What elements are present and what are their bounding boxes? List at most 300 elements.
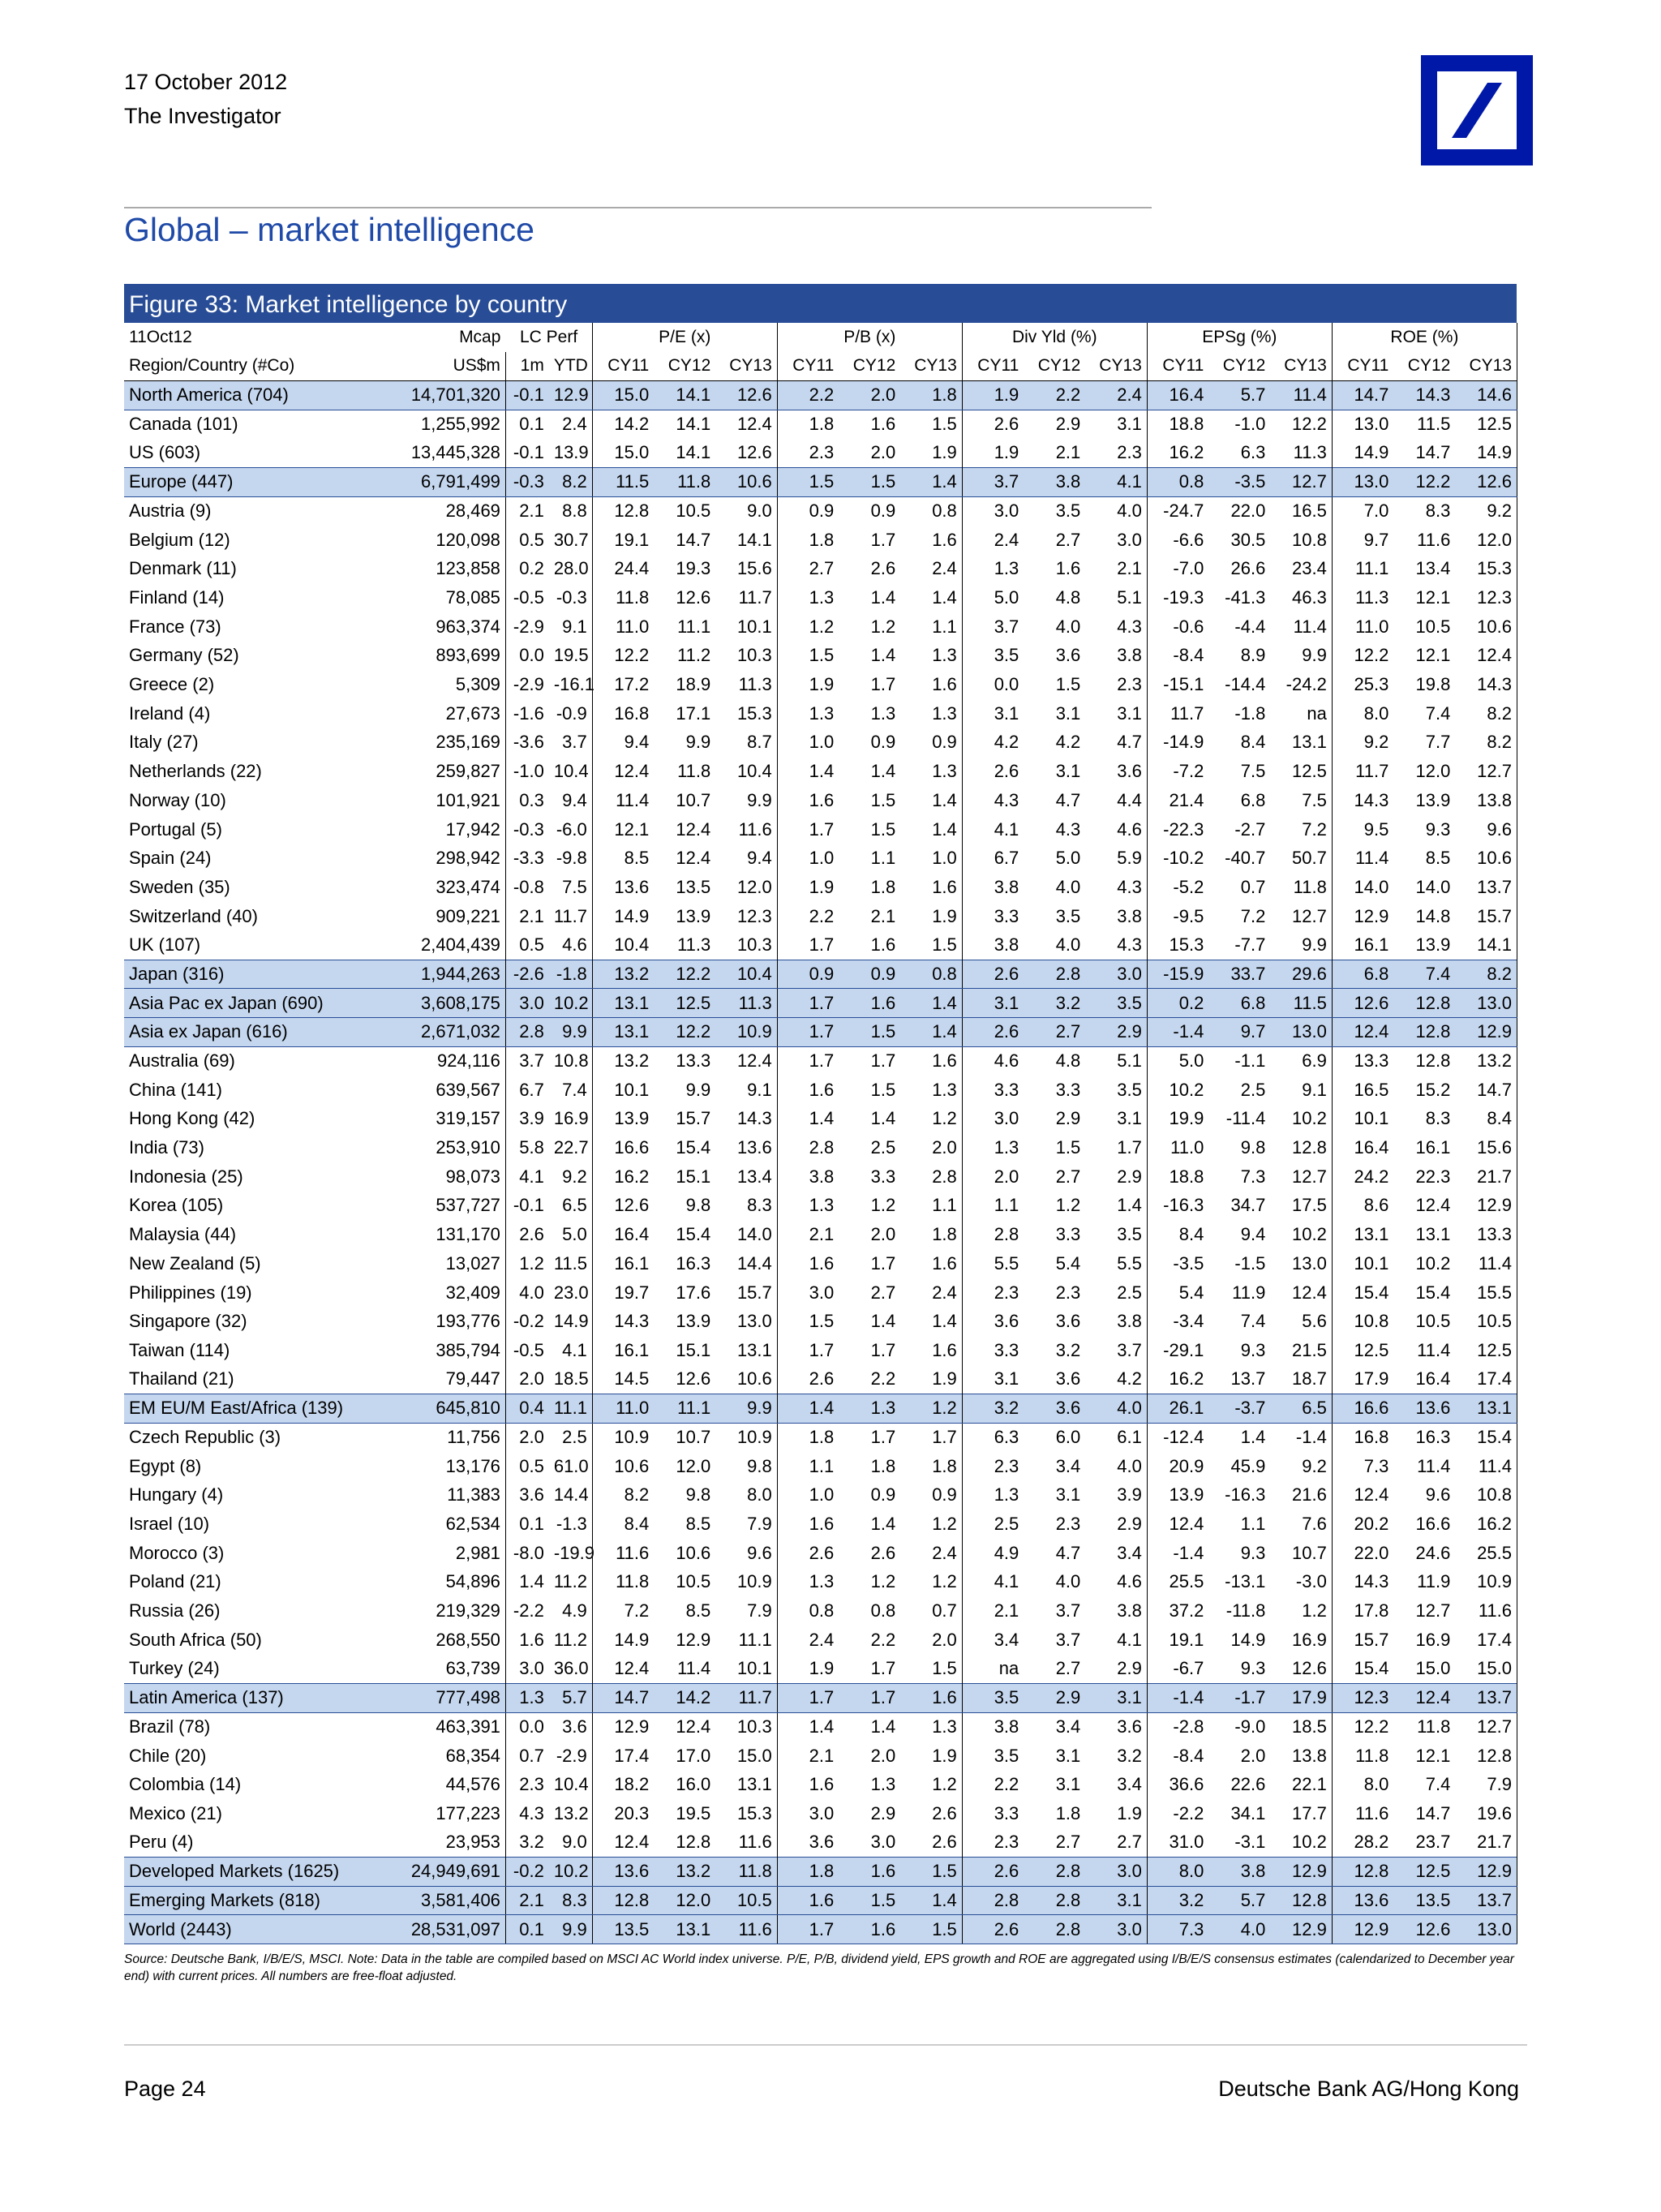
value-cell: 20.2 — [1332, 1510, 1393, 1539]
value-cell: 4.1 — [962, 1568, 1024, 1597]
value-cell: 14.3 — [1332, 1568, 1393, 1597]
value-cell: 2.6 — [962, 960, 1024, 989]
value-cell: -24.7 — [1147, 496, 1208, 526]
value-cell: 14.9 — [1455, 439, 1517, 468]
value-cell: 1.7 — [777, 989, 839, 1018]
value-cell: 3.8 — [1208, 1857, 1270, 1886]
value-cell: 639,567 — [401, 1076, 505, 1105]
value-cell: 4.6 — [549, 930, 592, 960]
value-cell: 1.7 — [777, 1046, 839, 1076]
value-cell: 1.6 — [777, 1510, 839, 1539]
value-cell: 3.6 — [1085, 1712, 1147, 1742]
value-cell: 7.2 — [1270, 815, 1332, 844]
value-cell: 3.1 — [1024, 1742, 1085, 1771]
aggregate-row — [124, 960, 1517, 989]
value-cell: 1.6 — [900, 670, 962, 699]
value-cell: 14.9 — [592, 1626, 654, 1655]
value-cell: 1.7 — [839, 1046, 900, 1076]
value-cell: 12.7 — [1270, 902, 1332, 931]
value-cell: 1.4 — [900, 1307, 962, 1336]
value-cell: 8.5 — [654, 1596, 715, 1626]
table-group-header-row — [124, 323, 1517, 352]
value-cell: -19.9 — [549, 1539, 592, 1568]
value-cell: 10.2 — [1270, 1105, 1332, 1134]
value-cell: 1.4 — [900, 1018, 962, 1047]
value-cell: -29.1 — [1147, 1336, 1208, 1365]
value-cell: 0.4 — [505, 1394, 548, 1423]
value-cell: 14.7 — [1393, 439, 1455, 468]
value-cell: 13.1 — [1455, 1394, 1517, 1423]
value-cell: 10.5 — [654, 496, 715, 526]
value-cell: 3.0 — [505, 1655, 548, 1684]
value-cell: 10.6 — [1455, 844, 1517, 873]
report-date: 17 October 2012 — [124, 70, 288, 94]
region-name-cell: Finland (14) — [124, 583, 401, 612]
value-cell: 909,221 — [401, 902, 505, 931]
value-cell: 11.7 — [715, 1683, 777, 1712]
value-cell: 10.6 — [715, 467, 777, 496]
value-cell: 16.1 — [592, 1336, 654, 1365]
value-cell: 11.4 — [1455, 1452, 1517, 1481]
value-cell: 1.8 — [1024, 1799, 1085, 1828]
value-cell: 13.2 — [592, 1046, 654, 1076]
value-cell: 2.3 — [1024, 1510, 1085, 1539]
region-name-cell: Indonesia (25) — [124, 1162, 401, 1192]
value-cell: 14.1 — [654, 380, 715, 410]
value-cell: 8.8 — [549, 496, 592, 526]
value-cell: 1.2 — [505, 1249, 548, 1278]
value-cell: 1.3 — [777, 699, 839, 728]
value-cell: 12.8 — [592, 496, 654, 526]
value-cell: 15.4 — [1332, 1278, 1393, 1308]
value-cell: -1.4 — [1147, 1018, 1208, 1047]
value-cell: 4.0 — [1024, 873, 1085, 902]
value-cell: 30.7 — [549, 526, 592, 555]
value-cell: 3.3 — [962, 1799, 1024, 1828]
value-cell: 253,910 — [401, 1133, 505, 1162]
value-cell: 23.0 — [549, 1278, 592, 1308]
value-cell: 1.4 — [900, 815, 962, 844]
value-cell: 3.5 — [1085, 1076, 1147, 1105]
value-cell: 1.3 — [900, 757, 962, 786]
value-cell: 3.1 — [1024, 1481, 1085, 1510]
value-cell: 2.5 — [1208, 1076, 1270, 1105]
value-cell: 177,223 — [401, 1799, 505, 1828]
value-cell: 21.7 — [1455, 1828, 1517, 1858]
value-cell: 4.7 — [1085, 728, 1147, 758]
value-cell: 2.6 — [839, 555, 900, 584]
value-cell: 15.0 — [592, 439, 654, 468]
value-cell: 10.7 — [654, 786, 715, 815]
value-cell: 3.0 — [839, 1828, 900, 1858]
value-cell: 9.3 — [1208, 1336, 1270, 1365]
value-cell: 2.1 — [505, 902, 548, 931]
value-cell: 18.7 — [1270, 1365, 1332, 1394]
value-cell: 10.5 — [1455, 1307, 1517, 1336]
value-cell: 10.6 — [715, 1365, 777, 1394]
table-row — [124, 873, 1517, 902]
value-cell: 1.8 — [777, 1857, 839, 1886]
value-cell: 1.3 — [505, 1683, 548, 1712]
table-row — [124, 1712, 1517, 1742]
value-cell: 15.4 — [1393, 1278, 1455, 1308]
value-cell: 4.0 — [1085, 1452, 1147, 1481]
region-name-cell: Korea (105) — [124, 1192, 401, 1221]
value-cell: 3.6 — [777, 1828, 839, 1858]
value-cell: 1.4 — [900, 786, 962, 815]
value-cell: 10.9 — [715, 1018, 777, 1047]
value-cell: 13.8 — [1455, 786, 1517, 815]
value-cell: 34.7 — [1208, 1192, 1270, 1221]
table-row — [124, 583, 1517, 612]
value-cell: 16.3 — [1393, 1423, 1455, 1452]
value-cell: 8.4 — [1455, 1105, 1517, 1134]
value-cell: 10.8 — [1455, 1481, 1517, 1510]
value-cell: -9.0 — [1208, 1712, 1270, 1742]
value-cell: -14.4 — [1208, 670, 1270, 699]
value-cell: 19.5 — [549, 642, 592, 671]
value-cell: 18.2 — [592, 1770, 654, 1799]
value-cell: 3.2 — [1024, 1336, 1085, 1365]
value-cell: 14.2 — [654, 1683, 715, 1712]
value-cell: 6.8 — [1208, 989, 1270, 1018]
value-cell: 32,409 — [401, 1278, 505, 1308]
value-cell: 13.0 — [1455, 989, 1517, 1018]
region-name-cell: Asia ex Japan (616) — [124, 1018, 401, 1047]
value-cell: 3.4 — [1085, 1539, 1147, 1568]
value-cell: 1.9 — [962, 439, 1024, 468]
value-cell: 1.2 — [839, 612, 900, 642]
value-cell: 12.5 — [1455, 1336, 1517, 1365]
value-cell: 12.9 — [549, 380, 592, 410]
value-cell: 14.4 — [549, 1481, 592, 1510]
value-cell: 12.4 — [1147, 1510, 1208, 1539]
value-cell: -8.4 — [1147, 1742, 1208, 1771]
value-cell: 4.7 — [1024, 786, 1085, 815]
value-cell: 11.1 — [1332, 555, 1393, 584]
value-cell: 9.6 — [715, 1539, 777, 1568]
value-cell: -0.3 — [505, 815, 548, 844]
value-cell: 12.8 — [1393, 1018, 1455, 1047]
value-cell: 13.0 — [1455, 1915, 1517, 1944]
value-cell: 3.7 — [1024, 1596, 1085, 1626]
value-cell: 893,699 — [401, 642, 505, 671]
value-cell: 2.9 — [1024, 1683, 1085, 1712]
value-cell: 12.4 — [1455, 642, 1517, 671]
value-cell: 3.5 — [962, 1683, 1024, 1712]
value-cell: 13.5 — [654, 873, 715, 902]
value-cell: 10.6 — [592, 1452, 654, 1481]
value-cell: 2.8 — [1024, 1857, 1085, 1886]
value-cell: 14.2 — [592, 410, 654, 439]
value-cell: 9.9 — [1270, 930, 1332, 960]
value-cell: -15.9 — [1147, 960, 1208, 989]
value-cell: 1.2 — [900, 1510, 962, 1539]
value-cell: 3.8 — [1085, 902, 1147, 931]
value-cell: 1.0 — [777, 844, 839, 873]
value-cell: 13.9 — [1147, 1481, 1208, 1510]
section-title: Global – market intelligence — [124, 211, 534, 248]
value-cell: 3.0 — [1085, 960, 1147, 989]
aggregate-row — [124, 1886, 1517, 1915]
value-cell: 11.4 — [1393, 1452, 1455, 1481]
value-cell: 13.9 — [654, 902, 715, 931]
value-cell: 9.2 — [1332, 728, 1393, 758]
value-cell: -22.3 — [1147, 815, 1208, 844]
value-cell: 1.3 — [839, 1394, 900, 1423]
table-row — [124, 1365, 1517, 1394]
value-cell: 12.4 — [654, 815, 715, 844]
value-cell: 1.7 — [839, 1249, 900, 1278]
value-cell: 8.9 — [1208, 642, 1270, 671]
region-name-cell: Taiwan (114) — [124, 1336, 401, 1365]
value-cell: 10.2 — [1270, 1828, 1332, 1858]
column-header: CY13 — [1270, 352, 1332, 381]
value-cell: 1.9 — [777, 670, 839, 699]
value-cell: 9.1 — [549, 612, 592, 642]
value-cell: 11.4 — [592, 786, 654, 815]
value-cell: 6.7 — [505, 1076, 548, 1105]
value-cell: 0.7 — [900, 1596, 962, 1626]
value-cell: 2.6 — [900, 1799, 962, 1828]
value-cell: 5.5 — [1085, 1249, 1147, 1278]
value-cell: 11.2 — [549, 1568, 592, 1597]
value-cell: 10.9 — [592, 1423, 654, 1452]
value-cell: 11.7 — [1147, 699, 1208, 728]
region-name-cell: Colombia (14) — [124, 1770, 401, 1799]
value-cell: 16.4 — [592, 1220, 654, 1249]
value-cell: 9.3 — [1393, 815, 1455, 844]
value-cell: 2.8 — [1024, 1915, 1085, 1944]
value-cell: 3.5 — [1085, 989, 1147, 1018]
value-cell: -4.4 — [1208, 612, 1270, 642]
value-cell: 1.4 — [839, 757, 900, 786]
value-cell: -11.8 — [1208, 1596, 1270, 1626]
value-cell: 9.4 — [715, 844, 777, 873]
table-row — [124, 670, 1517, 699]
value-cell: 13.1 — [1270, 728, 1332, 758]
value-cell: 11.6 — [715, 1828, 777, 1858]
value-cell: -40.7 — [1208, 844, 1270, 873]
value-cell: 13.9 — [592, 1105, 654, 1134]
value-cell: 1.5 — [839, 1018, 900, 1047]
value-cell: 1.5 — [839, 1076, 900, 1105]
table-row — [124, 1742, 1517, 1771]
column-header: CY13 — [715, 352, 777, 381]
value-cell: -11.4 — [1208, 1105, 1270, 1134]
value-cell: 3.2 — [505, 1828, 548, 1858]
value-cell: 25.5 — [1455, 1539, 1517, 1568]
value-cell: 13.7 — [1455, 873, 1517, 902]
region-name-cell: Czech Republic (3) — [124, 1423, 401, 1452]
value-cell: 10.4 — [715, 960, 777, 989]
value-cell: 14.9 — [592, 902, 654, 931]
value-cell: 101,921 — [401, 786, 505, 815]
value-cell: 18.5 — [1270, 1712, 1332, 1742]
table-row — [124, 1133, 1517, 1162]
value-cell: 12.8 — [1455, 1742, 1517, 1771]
value-cell: -3.3 — [505, 844, 548, 873]
value-cell: 1.3 — [900, 699, 962, 728]
value-cell: 2.3 — [962, 1828, 1024, 1858]
column-header: US$m — [401, 352, 505, 381]
value-cell: -0.1 — [505, 380, 548, 410]
value-cell: 11.8 — [1393, 1712, 1455, 1742]
value-cell: 12.4 — [592, 1828, 654, 1858]
value-cell: -0.2 — [505, 1857, 548, 1886]
value-cell: 3.7 — [549, 728, 592, 758]
value-cell: 15.2 — [1393, 1076, 1455, 1105]
value-cell: 8.0 — [715, 1481, 777, 1510]
value-cell: 2.6 — [962, 1857, 1024, 1886]
value-cell: 13.7 — [1455, 1683, 1517, 1712]
value-cell: 3.5 — [962, 1742, 1024, 1771]
value-cell: 1.8 — [777, 410, 839, 439]
value-cell: 8.5 — [1393, 844, 1455, 873]
value-cell: 1.0 — [900, 844, 962, 873]
value-cell: 1.7 — [777, 1336, 839, 1365]
value-cell: -3.4 — [1147, 1307, 1208, 1336]
value-cell: 5.4 — [1147, 1278, 1208, 1308]
value-cell: 11.7 — [715, 583, 777, 612]
value-cell: 4.0 — [1208, 1915, 1270, 1944]
value-cell: 11.5 — [1393, 410, 1455, 439]
value-cell: 3.3 — [1024, 1220, 1085, 1249]
value-cell: 11.6 — [715, 815, 777, 844]
value-cell: 1.9 — [900, 1365, 962, 1394]
value-cell: 13.4 — [1393, 555, 1455, 584]
value-cell: 11.8 — [654, 467, 715, 496]
table-row — [124, 555, 1517, 584]
value-cell: 1.3 — [900, 1712, 962, 1742]
value-cell: 14.3 — [715, 1105, 777, 1134]
value-cell: 193,776 — [401, 1307, 505, 1336]
value-cell: 12.5 — [1393, 1857, 1455, 1886]
value-cell: 1.1 — [900, 1192, 962, 1221]
value-cell: 7.4 — [1393, 1770, 1455, 1799]
value-cell: 10.3 — [715, 1712, 777, 1742]
value-cell: 16.4 — [1147, 380, 1208, 410]
value-cell: -3.5 — [1208, 467, 1270, 496]
value-cell: 10.8 — [1332, 1307, 1393, 1336]
value-cell: 4.2 — [1024, 728, 1085, 758]
value-cell: 1.8 — [900, 1220, 962, 1249]
value-cell: 15.0 — [1393, 1655, 1455, 1684]
value-cell: 4.6 — [962, 1046, 1024, 1076]
value-cell: 15.7 — [1332, 1626, 1393, 1655]
value-cell: 2.7 — [777, 555, 839, 584]
value-cell: 4.0 — [1024, 930, 1085, 960]
value-cell: 7.3 — [1147, 1915, 1208, 1944]
value-cell: 219,329 — [401, 1596, 505, 1626]
value-cell: 14.9 — [549, 1307, 592, 1336]
value-cell: 17.0 — [654, 1742, 715, 1771]
value-cell: 1.5 — [777, 1307, 839, 1336]
value-cell: -0.2 — [505, 1307, 548, 1336]
value-cell: 16.4 — [1332, 1133, 1393, 1162]
table-row — [124, 1423, 1517, 1452]
region-name-cell: Japan (316) — [124, 960, 401, 989]
value-cell: 10.2 — [549, 989, 592, 1018]
value-cell: 2.6 — [962, 757, 1024, 786]
value-cell: 1.2 — [900, 1770, 962, 1799]
value-cell: 1.2 — [1270, 1596, 1332, 1626]
value-cell: 13.6 — [715, 1133, 777, 1162]
value-cell: 11.3 — [715, 670, 777, 699]
value-cell: 2.2 — [777, 380, 839, 410]
value-cell: -1.8 — [1208, 699, 1270, 728]
value-cell: 2.9 — [1024, 1105, 1085, 1134]
value-cell: 3.4 — [962, 1626, 1024, 1655]
column-header: CY12 — [1208, 352, 1270, 381]
value-cell: 1.3 — [777, 583, 839, 612]
value-cell: 4.0 — [505, 1278, 548, 1308]
value-cell: 2.6 — [777, 1365, 839, 1394]
table-row — [124, 1452, 1517, 1481]
table-row — [124, 844, 1517, 873]
value-cell: 3.0 — [505, 989, 548, 1018]
value-cell: 7.5 — [549, 873, 592, 902]
value-cell: 10.8 — [549, 1046, 592, 1076]
value-cell: 21.6 — [1270, 1481, 1332, 1510]
value-cell: 18.8 — [1147, 410, 1208, 439]
value-cell: -2.7 — [1208, 815, 1270, 844]
value-cell: 16.6 — [1393, 1510, 1455, 1539]
value-cell: 2.3 — [1085, 439, 1147, 468]
value-cell: 0.0 — [962, 670, 1024, 699]
value-cell: 50.7 — [1270, 844, 1332, 873]
value-cell: 22.0 — [1332, 1539, 1393, 1568]
value-cell: 14.8 — [1393, 902, 1455, 931]
value-cell: 1.6 — [777, 1770, 839, 1799]
value-cell: 3.8 — [1085, 1307, 1147, 1336]
value-cell: 319,157 — [401, 1105, 505, 1134]
value-cell: 5.5 — [962, 1249, 1024, 1278]
value-cell: 22.7 — [549, 1133, 592, 1162]
value-cell: 1.4 — [777, 757, 839, 786]
value-cell: 12.0 — [1393, 757, 1455, 786]
value-cell: 13.1 — [592, 989, 654, 1018]
table-row — [124, 1770, 1517, 1799]
value-cell: 8.0 — [1147, 1857, 1208, 1886]
value-cell: 1.5 — [839, 1886, 900, 1915]
value-cell: 33.7 — [1208, 960, 1270, 989]
value-cell: 5.0 — [1147, 1046, 1208, 1076]
value-cell: 1,944,263 — [401, 960, 505, 989]
value-cell: 2.5 — [1085, 1278, 1147, 1308]
value-cell: 1.2 — [900, 1105, 962, 1134]
value-cell: 14.0 — [1393, 873, 1455, 902]
value-cell: 6.3 — [962, 1423, 1024, 1452]
value-cell: 9.4 — [549, 786, 592, 815]
table-row — [124, 1568, 1517, 1597]
value-cell: 12.4 — [1332, 1018, 1393, 1047]
value-cell: -2.6 — [505, 960, 548, 989]
value-cell: 5.9 — [1085, 844, 1147, 873]
value-cell: 12.2 — [1332, 1712, 1393, 1742]
region-name-cell: Turkey (24) — [124, 1655, 401, 1684]
column-header: CY11 — [777, 352, 839, 381]
region-name-cell: Europe (447) — [124, 467, 401, 496]
column-header: CY12 — [654, 352, 715, 381]
header-pb: P/B (x) — [777, 323, 962, 352]
page-number: Page 24 — [124, 2077, 206, 2101]
value-cell: 9.5 — [1332, 815, 1393, 844]
value-cell: 2.6 — [505, 1220, 548, 1249]
header-pe: P/E (x) — [592, 323, 777, 352]
value-cell: 1.7 — [1085, 1133, 1147, 1162]
value-cell: 1.5 — [900, 1915, 962, 1944]
